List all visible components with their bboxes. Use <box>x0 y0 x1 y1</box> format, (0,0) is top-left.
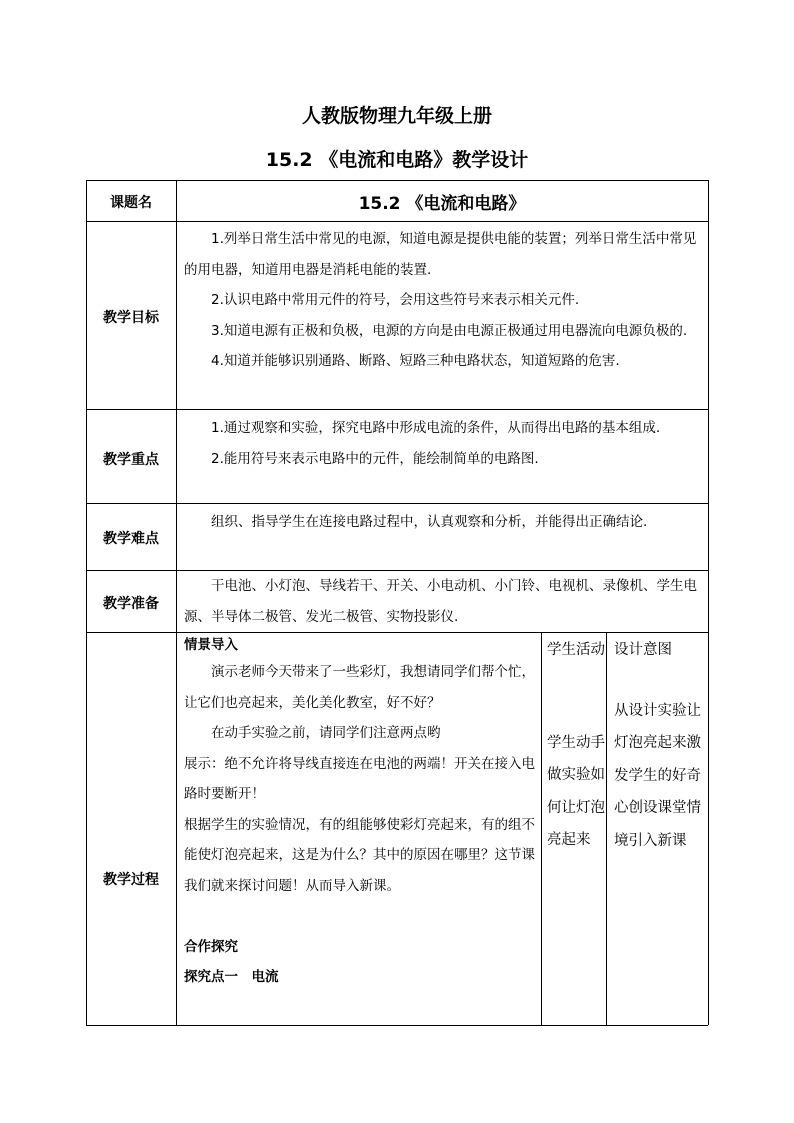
document-subtitle: 15.2 《电流和电路》教学设计 <box>265 149 529 171</box>
column-divider <box>541 632 542 1025</box>
process-paragraph: 展示：绝不允许将导线直接连在电池的两端！开关在接入电路时要断开！ <box>184 755 535 802</box>
row-divider <box>86 409 708 410</box>
row-divider <box>86 221 708 222</box>
row-divider <box>86 503 708 504</box>
table-border-top <box>86 180 708 181</box>
topic-label: 课题名 <box>110 195 152 211</box>
design-intent-header: 设计意图 <box>614 642 672 658</box>
objective-item: 2.认识电路中常用元件的符号，会用这些符号来表示相关元件. <box>211 292 580 308</box>
topic-value: 15.2 《电流和电路》 <box>358 194 526 214</box>
process-paragraph: 根据学生的实验情况，有的组能够使彩灯亮起来，有的组不能使灯泡亮起来，这是为什么？其中的原因在哪里？这节课我们就来探讨问题！从而导入新课。 <box>184 816 535 894</box>
section-heading: 情景导入 <box>184 637 238 653</box>
preparation-label: 教学准备 <box>103 596 159 612</box>
key-points-label: 教学重点 <box>103 452 159 468</box>
key-point-item: 1.通过观察和实验，探究电路中形成电流的条件，从而得出电路的基本组成. <box>211 420 661 436</box>
process-content <box>184 633 536 993</box>
student-activity-column <box>547 634 605 857</box>
section-heading: 探究点一 电流 <box>184 969 279 985</box>
design-intent-content: 从设计实验让灯泡亮起来激发学生的好奇心创设课堂情境引入新课 <box>614 702 701 849</box>
objectives-label: 教学目标 <box>103 310 159 326</box>
process-paragraph: 演示老师今天带来了一些彩灯，我想请同学们帮个忙，让它们也亮起来，美化美化教室，好不好？ <box>184 664 535 711</box>
table-border-bottom <box>86 1025 708 1026</box>
column-divider <box>176 180 177 1025</box>
objectives-content <box>184 224 702 377</box>
key-points-content <box>184 413 702 474</box>
objective-item: 1.列举日常生活中常见的电源，知道电源是提供电能的装置；列举日常生活中常见的用电器，知道用电器是消耗电能的装置. <box>184 231 697 278</box>
table-border-right <box>708 180 709 1025</box>
column-divider <box>606 632 607 1025</box>
student-activity-content: 学生动手做实验如何让灯泡亮起来 <box>547 734 605 848</box>
section-heading: 合作探究 <box>184 938 238 955</box>
process-paragraph: 在动手实验之前，请同学们注意两点哟 <box>211 725 441 741</box>
preparation-content: 干电池、小灯泡、导线若干、开关、小电动机、小门铃、电视机、录像机、学生电源、半导体二极管、发光二极管、实物投影仪. <box>184 578 697 625</box>
objective-item: 4.知道并能够识别通路、断路、短路三种电路状态，知道短路的危害. <box>211 353 620 369</box>
student-activity-header: 学生活动 <box>547 642 605 658</box>
document-title: 人教版物理九年级上册 <box>301 105 492 127</box>
difficulties-content: 组织、指导学生在连接电路过程中，认真观察和分析，并能得出正确结论. <box>211 514 648 530</box>
objective-item: 3.知道电源有正极和负极，电源的方向是由电源正极通过用电器流向电源负极的. <box>211 322 688 339</box>
key-point-item: 2.能用符号来表示电路中的元件，能绘制简单的电路图. <box>211 450 539 467</box>
design-intent-column <box>614 634 702 857</box>
blank-line <box>184 901 536 932</box>
process-label: 教学过程 <box>103 872 159 888</box>
difficulties-label: 教学难点 <box>103 531 159 547</box>
